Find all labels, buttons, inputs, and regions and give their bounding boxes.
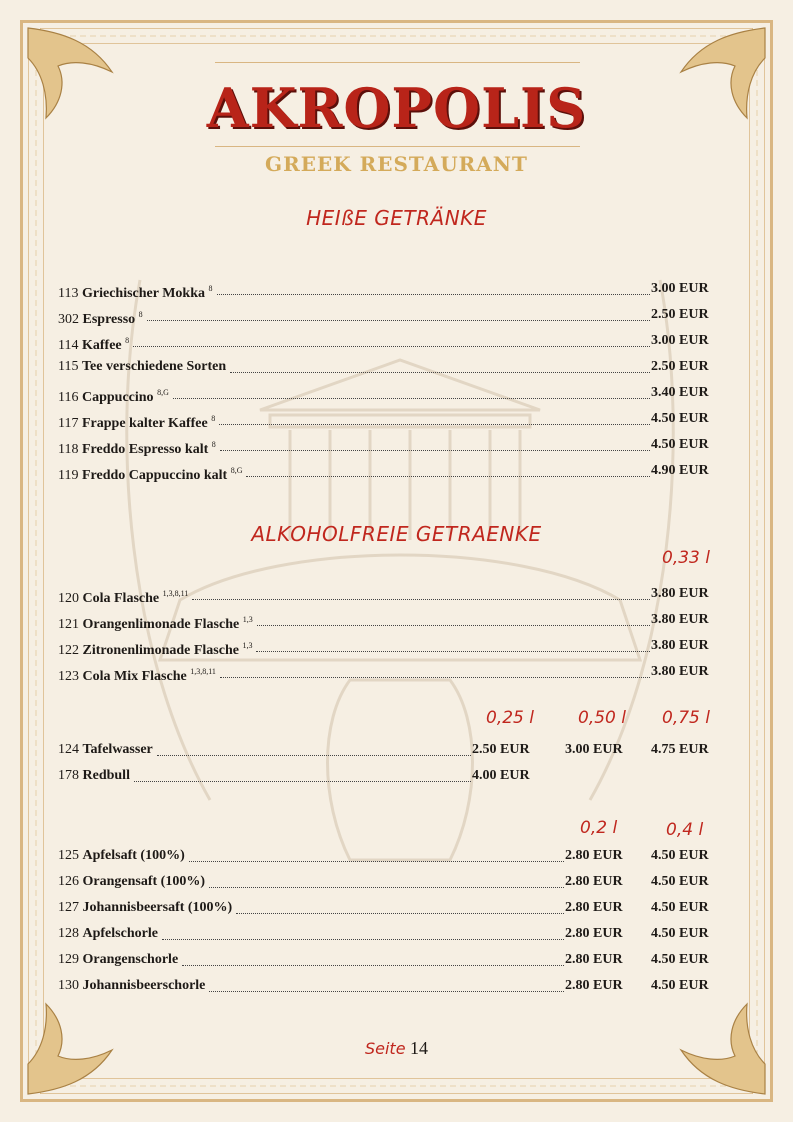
item-name: Apfelsaft (100%) — [82, 848, 185, 863]
dot-leader — [219, 406, 650, 425]
item-number: 117 — [58, 415, 79, 431]
page-footer — [0, 1038, 793, 1059]
menu-item — [58, 436, 216, 457]
dot-leader — [134, 763, 471, 782]
item-name: Apfelschorle — [82, 926, 158, 941]
allergen-note: 8 — [125, 336, 130, 345]
item-name: Tafelwasser — [82, 742, 153, 757]
allergen-note: 8,G — [157, 388, 169, 397]
unit-label: 0,50 l — [578, 708, 626, 728]
allergen-note: 8 — [208, 284, 213, 293]
item-number: 122 — [58, 642, 79, 658]
item-name: Orangenschorle — [82, 952, 179, 967]
item-number: 123 — [58, 668, 79, 684]
page-number: 14 — [410, 1038, 429, 1058]
menu-item — [58, 611, 253, 632]
meander-border-left — [28, 40, 44, 1082]
logo-rule-top — [215, 62, 580, 63]
item-name: Cappuccino — [81, 389, 154, 405]
item-name: Freddo Espresso kalt — [81, 441, 209, 457]
dot-leader — [162, 921, 564, 940]
item-number: 178 — [58, 768, 79, 783]
menu-item — [58, 873, 205, 891]
menu-item — [58, 462, 243, 483]
item-number: 120 — [58, 590, 79, 606]
dot-leader — [236, 895, 564, 914]
dot-leader — [230, 354, 650, 373]
menu-item — [58, 637, 253, 658]
item-number: 113 — [58, 285, 79, 301]
unit-label: 0,4 l — [666, 820, 704, 840]
dot-leader — [147, 302, 650, 321]
menu-item — [58, 384, 169, 405]
item-price: 4.50 EUR — [651, 926, 709, 941]
dot-leader — [257, 607, 650, 626]
menu-item — [58, 951, 178, 969]
item-name: Kaffee — [81, 337, 122, 353]
item-name: Tee verschiedene Sorten — [81, 359, 227, 374]
item-name: Orangenlimonade Flasche — [82, 616, 240, 632]
menu-item — [58, 332, 130, 353]
allergen-note: 1,3 — [242, 641, 253, 650]
item-name: Frappe kalter Kaffee — [81, 415, 208, 431]
footer-label: Seite — [364, 1039, 406, 1058]
menu-item — [58, 306, 143, 327]
item-number: 124 — [58, 742, 79, 757]
item-price: 4.50 EUR — [651, 437, 709, 452]
allergen-note: 1,3,8,11 — [190, 667, 216, 676]
item-price: 3.80 EUR — [651, 664, 709, 679]
item-price: 4.50 EUR — [651, 900, 709, 915]
item-price: 3.00 EUR — [565, 742, 623, 757]
item-number: 125 — [58, 848, 79, 863]
item-name: Cola Flasche — [82, 590, 160, 606]
item-number: 119 — [58, 467, 79, 483]
item-name: Cola Mix Flasche — [82, 668, 187, 684]
dot-leader — [220, 659, 650, 678]
item-name: Johannisbeerschorle — [82, 978, 206, 993]
item-price: 4.75 EUR — [651, 742, 709, 757]
item-price: 3.80 EUR — [651, 638, 709, 653]
allergen-note: 8 — [211, 414, 216, 423]
menu-item — [58, 410, 216, 431]
item-number: 128 — [58, 926, 79, 941]
menu-item — [58, 899, 232, 917]
menu-item — [58, 585, 189, 606]
menu-item — [58, 767, 130, 785]
item-number: 130 — [58, 978, 79, 993]
item-price: 4.50 EUR — [651, 874, 709, 889]
meander-border-right — [749, 40, 765, 1082]
item-number: 126 — [58, 874, 79, 889]
item-number: 115 — [58, 359, 79, 374]
allergen-note: 8 — [211, 440, 216, 449]
item-name: Orangensaft (100%) — [82, 874, 205, 889]
menu-item — [58, 280, 213, 301]
dot-leader — [157, 737, 471, 756]
restaurant-logo: AKROPOLIS — [206, 76, 587, 140]
item-price: 3.40 EUR — [651, 385, 709, 400]
dot-leader — [246, 458, 650, 477]
item-price: 2.80 EUR — [565, 926, 623, 941]
item-number: 302 — [58, 311, 79, 327]
section-title-hot-drinks: HEIßE GETRÄNKE — [306, 206, 487, 230]
allergen-note: 8,G — [230, 466, 243, 475]
dot-leader — [217, 276, 651, 295]
item-price: 2.80 EUR — [565, 952, 623, 967]
allergen-note: 8 — [138, 310, 143, 319]
item-price: 3.80 EUR — [651, 586, 709, 601]
item-number: 114 — [58, 337, 79, 353]
allergen-note: 1,3,8,11 — [162, 589, 189, 598]
menu-item — [58, 847, 185, 865]
item-price: 4.50 EUR — [651, 978, 709, 993]
menu-item — [58, 358, 226, 376]
section-title-soft-drinks: ALKOHOLFREIE GETRAENKE — [251, 522, 542, 546]
item-number: 127 — [58, 900, 79, 915]
meander-border-bottom — [40, 1078, 753, 1094]
item-price: 3.00 EUR — [651, 333, 709, 348]
dot-leader — [209, 869, 564, 888]
dot-leader — [256, 633, 650, 652]
item-price: 2.80 EUR — [565, 848, 623, 863]
allergen-note: 1,3 — [242, 615, 253, 624]
dot-leader — [220, 432, 650, 451]
item-price: 2.50 EUR — [651, 307, 709, 322]
menu-item — [58, 977, 205, 995]
item-number: 116 — [58, 389, 79, 405]
dot-leader — [189, 843, 564, 862]
dot-leader — [209, 973, 564, 992]
unit-label: 0,75 l — [662, 708, 710, 728]
item-number: 118 — [58, 441, 79, 457]
item-name: Redbull — [82, 768, 130, 783]
unit-label: 0,2 l — [580, 818, 618, 838]
unit-label: 0,25 l — [486, 708, 534, 728]
item-price: 2.80 EUR — [565, 900, 623, 915]
item-price: 2.80 EUR — [565, 874, 623, 889]
item-price: 4.50 EUR — [651, 411, 709, 426]
menu-item — [58, 663, 216, 684]
item-number: 129 — [58, 952, 79, 967]
meander-border-top — [40, 28, 753, 44]
item-name: Johannisbeersaft (100%) — [82, 900, 233, 915]
item-price: 4.50 EUR — [651, 952, 709, 967]
item-price: 2.50 EUR — [472, 742, 530, 757]
restaurant-subtitle: GREEK RESTAURANT — [265, 152, 528, 176]
logo-rule-bottom — [215, 146, 580, 147]
item-name: Freddo Cappuccino kalt — [81, 467, 228, 483]
menu-item — [58, 925, 158, 943]
item-price: 4.00 EUR — [472, 768, 530, 783]
dot-leader — [133, 328, 650, 347]
item-price: 4.90 EUR — [651, 463, 709, 478]
item-price: 3.00 EUR — [651, 281, 709, 296]
dot-leader — [192, 581, 650, 600]
menu-item — [58, 741, 153, 759]
item-number: 121 — [58, 616, 79, 632]
item-price: 4.50 EUR — [651, 848, 709, 863]
dot-leader — [173, 380, 650, 399]
item-price: 2.50 EUR — [651, 359, 709, 374]
item-price: 3.80 EUR — [651, 612, 709, 627]
item-name: Espresso — [82, 311, 136, 327]
item-name: Griechischer Mokka — [81, 285, 205, 301]
item-name: Zitronenlimonade Flasche — [82, 642, 239, 658]
unit-label: 0,33 l — [662, 548, 710, 568]
item-price: 2.80 EUR — [565, 978, 623, 993]
dot-leader — [182, 947, 564, 966]
